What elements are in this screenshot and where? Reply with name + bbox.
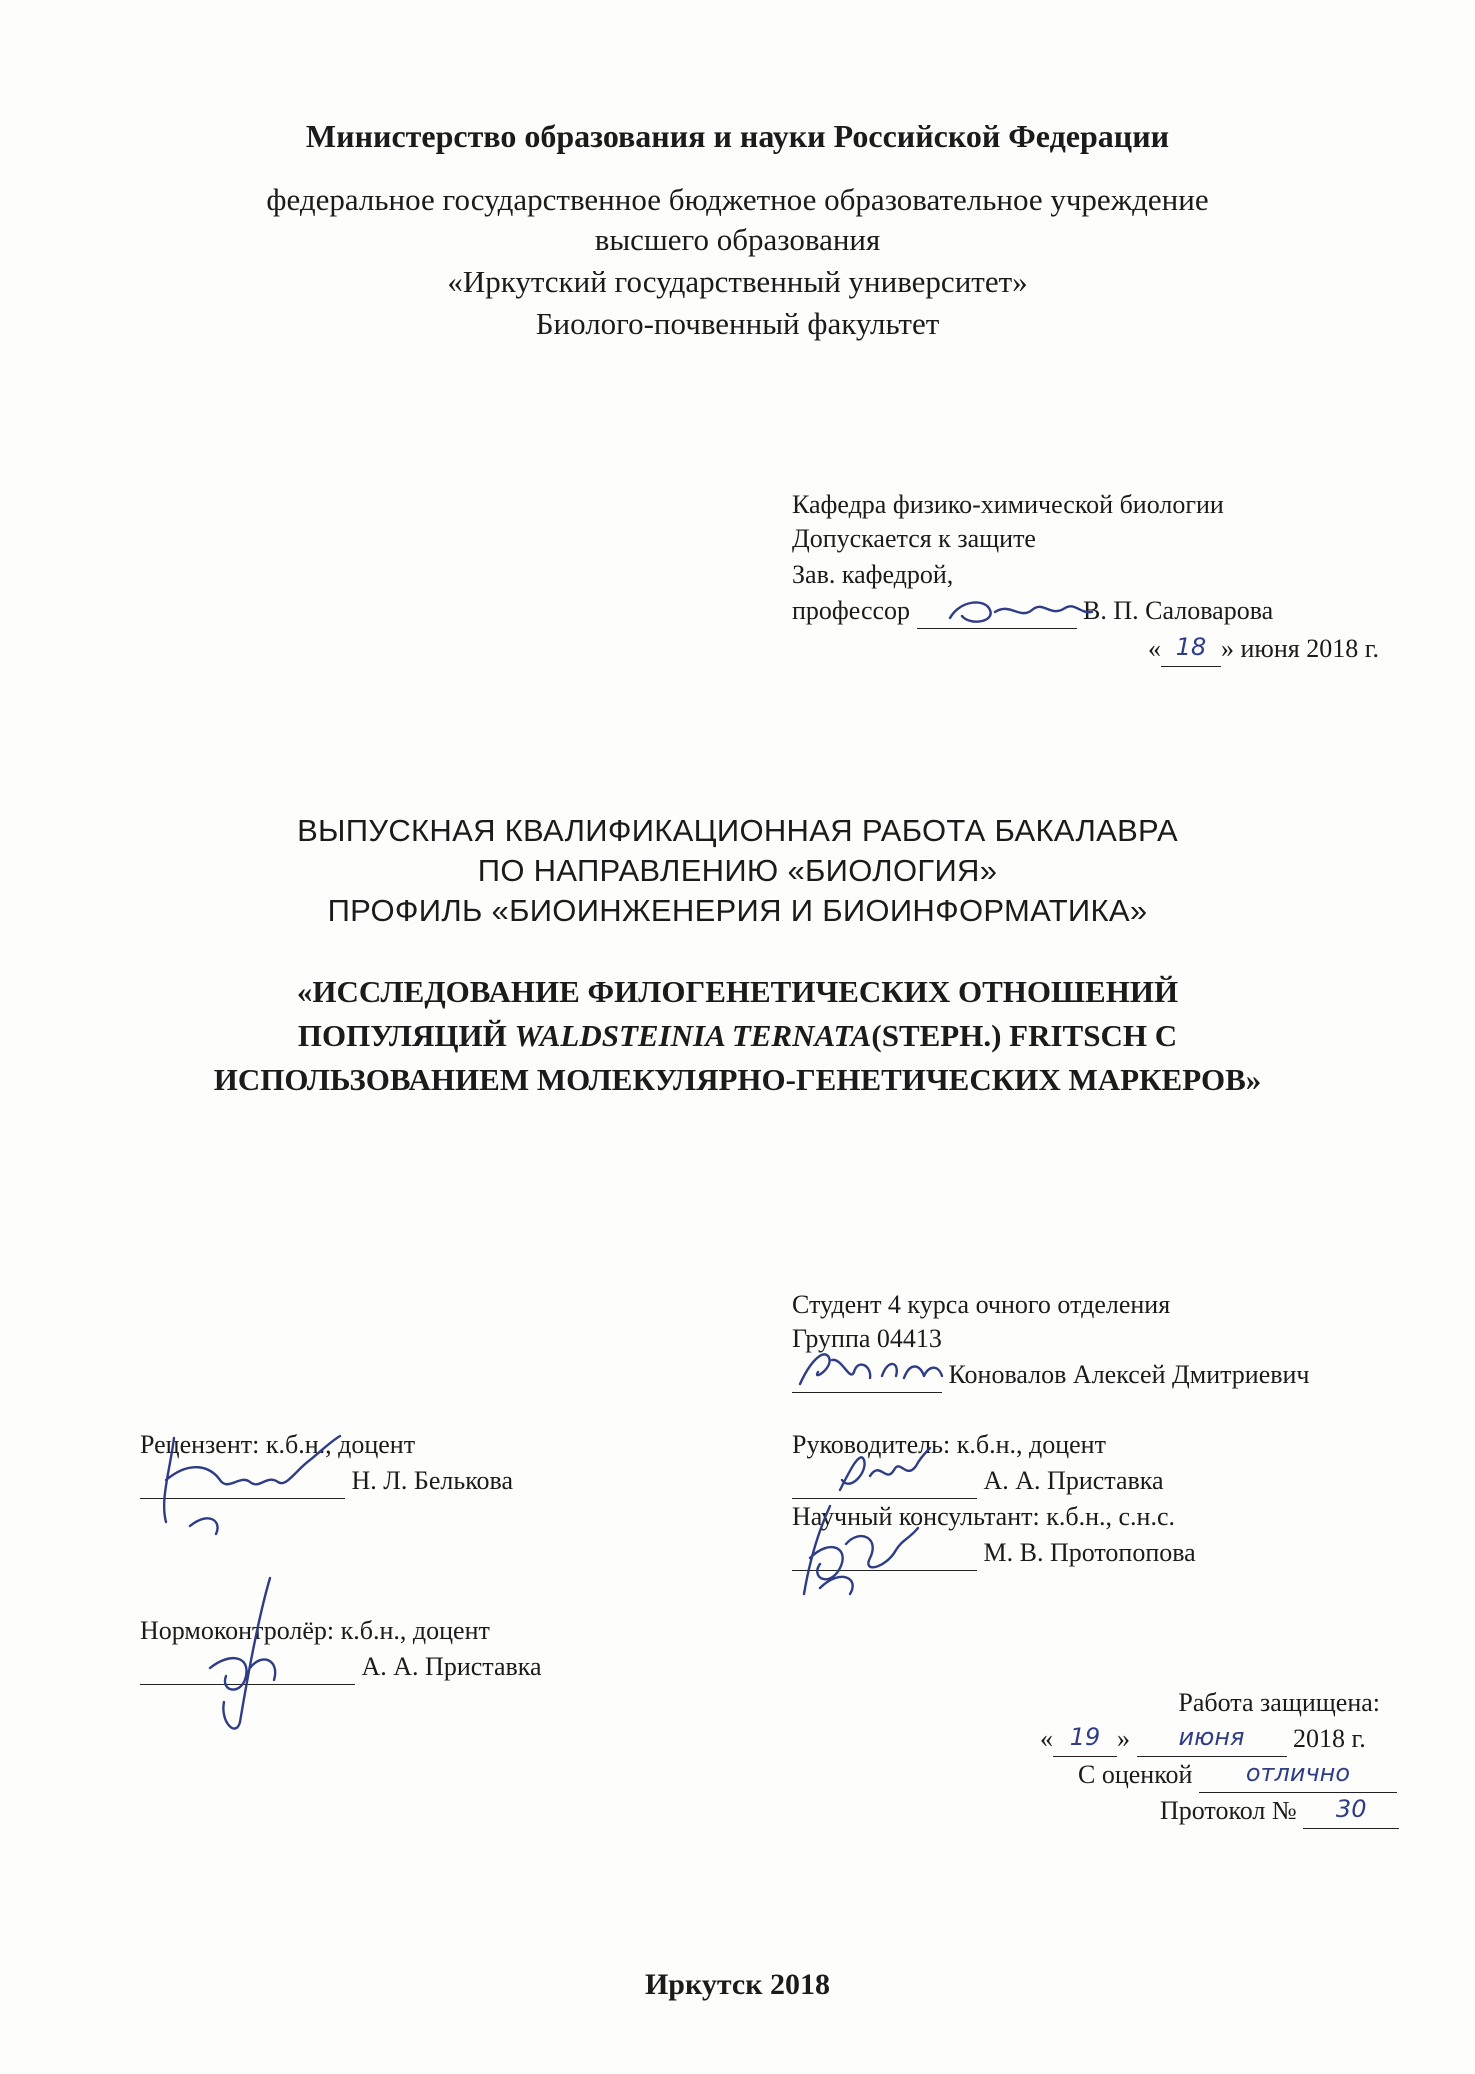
protocol-label: Протокол № [1160, 1796, 1297, 1825]
thesis-title-line-2 [0, 1016, 1475, 1056]
consultant-name: М. В. Протопопова [983, 1538, 1196, 1567]
faculty-line: Биолого-почвенный факультет [535, 306, 940, 341]
thesis-title-line-1: «ИССЛЕДОВАНИЕ ФИЛОГЕНЕТИЧЕСКИХ ОТНОШЕНИЙ [296, 974, 1179, 1009]
grade-value: отлично [1245, 1759, 1351, 1787]
student-group: Группа 04413 [792, 1324, 942, 1353]
institution-line-2: высшего образования [594, 222, 881, 257]
student-course: Студент 4 курса очного отделения [792, 1290, 1171, 1319]
consultant-label: Научный консультант: к.б.н., с.н.с. [792, 1502, 1175, 1531]
professor-name: В. П. Саловарова [1083, 596, 1274, 625]
title-upper-line-2: ПО НАПРАВЛЕНИЮ «БИОЛОГИЯ» [477, 853, 998, 888]
thesis-title-2b: (STEPH.) FRITSCH С [871, 1018, 1178, 1053]
supervisor-signature [820, 1440, 940, 1500]
admitted-line: Допускается к защите [792, 524, 1036, 553]
thesis-title-line-3: ИСПОЛЬЗОВАНИЕМ МОЛЕКУЛЯРНО-ГЕНЕТИЧЕСКИХ МАРКЕРОВ» [213, 1062, 1262, 1097]
department-line: Кафедра физико-химической биологии [792, 490, 1224, 519]
reviewer-label: Рецензент: к.б.н., доцент [140, 1430, 416, 1459]
defense-month-line [1137, 1722, 1287, 1757]
defense-label: Работа защищена: [1178, 1688, 1380, 1717]
title-upper-line-3: ПРОФИЛЬ «БИОИНЖЕНЕРИЯ И БИОИНФОРМАТИКА» [327, 893, 1148, 928]
grade-row [1078, 1758, 1397, 1793]
approval-day-line [1161, 632, 1221, 667]
protocol-row [1160, 1794, 1399, 1829]
approval-date-open: « [1148, 634, 1161, 663]
consultant-signature [790, 1498, 930, 1608]
defense-day-line [1053, 1722, 1117, 1757]
supervisor-label: Руководитель: к.б.н., доцент [792, 1430, 1106, 1459]
protocol-value: 30 [1335, 1795, 1367, 1823]
grade-label: С оценкой [1078, 1760, 1193, 1789]
normcontrol-signature [190, 1572, 300, 1742]
student-name: Коновалов Алексей Дмитриевич [948, 1360, 1310, 1389]
defense-year: 2018 г. [1293, 1724, 1366, 1753]
head-line: Зав. кафедрой, [792, 560, 954, 589]
city-year: Иркутск 2018 [644, 1968, 831, 2001]
thesis-title-2a: ПОПУЛЯЦИЙ [297, 1018, 515, 1053]
professor-signature [940, 592, 1100, 632]
approval-date [1148, 632, 1379, 667]
approval-day: 18 [1175, 633, 1207, 661]
ministry-heading: Министерство образования и науки Российской Федерации [305, 118, 1170, 154]
protocol-line [1303, 1794, 1399, 1829]
defense-date [1040, 1722, 1366, 1757]
thesis-title-species: WALDSTEINIA TERNATA [514, 1018, 872, 1053]
approval-date-close: » июня 2018 г. [1221, 634, 1379, 663]
institution-line-3: «Иркутский государственный университет» [447, 264, 1028, 299]
defense-date-open: « [1040, 1724, 1053, 1753]
institution-line-1: федеральное государственное бюджетное образовательное учреждение [266, 182, 1209, 217]
defense-date-mid: » [1117, 1724, 1130, 1753]
grade-line [1199, 1758, 1397, 1793]
defense-month: июня [1178, 1723, 1245, 1751]
normcontrol-label: Нормоконтролёр: к.б.н., доцент [140, 1616, 490, 1645]
student-signature [792, 1342, 952, 1394]
defense-day: 19 [1069, 1723, 1101, 1751]
supervisor-name: А. А. Приставка [983, 1466, 1164, 1495]
title-upper-line-1: ВЫПУСКНАЯ КВАЛИФИКАЦИОННАЯ РАБОТА БАКАЛАВРА [297, 813, 1178, 848]
professor-label: профессор [792, 596, 911, 625]
reviewer-name: Н. Л. Белькова [351, 1466, 513, 1495]
normcontrol-name: А. А. Приставка [361, 1652, 542, 1681]
reviewer-signature [150, 1430, 350, 1540]
